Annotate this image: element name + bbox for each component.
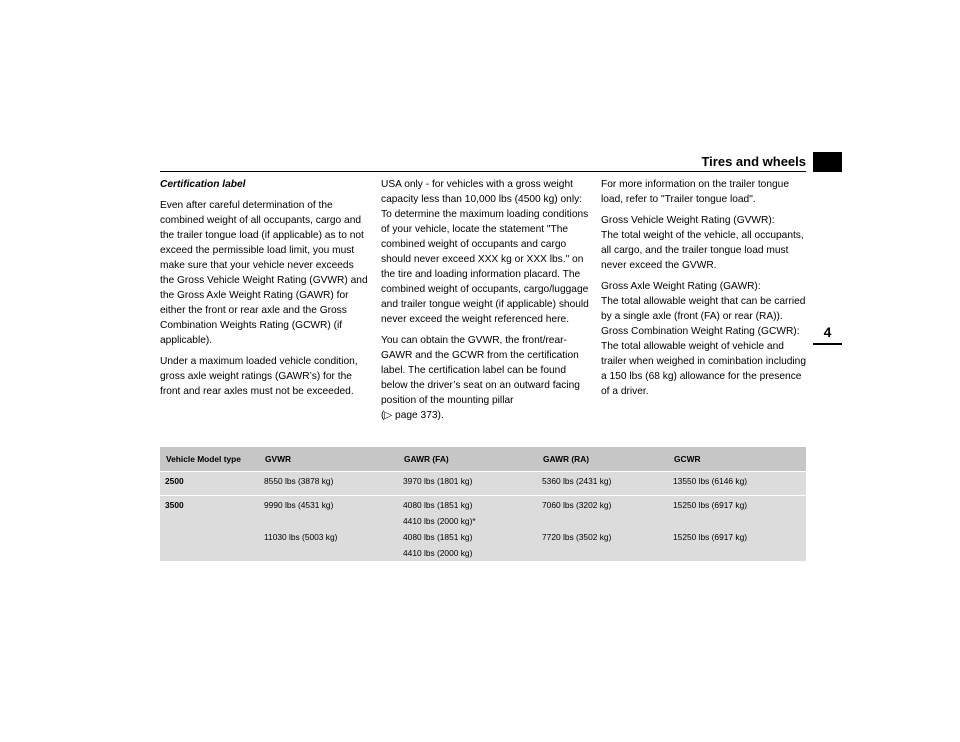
gcwr-definition xyxy=(601,324,811,399)
certification-label-heading: Certification label xyxy=(160,179,246,190)
gvwr-title: Gross Vehicle Weight Rating (GVWR): xyxy=(601,215,775,226)
certification-location-text: You can obtain the GVWR, the front/rear-GAWR and the GCWR from the certification label. The certification label can be found below the driver’s seat on an outward facing position of the mounting pillar xyxy=(381,335,580,406)
gawr-fa-value: 4410 lbs (2000 kg)* xyxy=(403,516,476,526)
gcwr-title: Gross Combination Weight Rating (GCWR): xyxy=(601,326,800,337)
gcwr-value: 15250 lbs (6917 kg) xyxy=(673,500,748,510)
gcwr-value: 15250 lbs (6917 kg) xyxy=(673,532,748,542)
column-middle xyxy=(381,177,591,429)
cell-gcwr: 13550 lbs (6146 kg) xyxy=(668,472,806,496)
gvwr-value: 9990 lbs (4531 kg) xyxy=(264,500,334,510)
model-3500: 3500 xyxy=(160,496,259,562)
gvwr-definition xyxy=(601,213,811,273)
gawr-definition xyxy=(601,279,811,324)
gawr-fa-value: 4080 lbs (1851 kg) xyxy=(403,532,473,542)
gvwr-value: 11030 lbs (5003 kg) xyxy=(264,532,338,542)
column-right xyxy=(601,177,811,405)
table-header-row xyxy=(160,447,806,472)
table-row xyxy=(160,472,806,496)
section-title: Tires and wheels xyxy=(701,154,806,169)
header-gawr-fa: GAWR (FA) xyxy=(398,447,537,472)
page-reference-link[interactable]: (▷ page 373). xyxy=(381,410,444,421)
gcwr-text: The total allowable weight of vehicle and trailer when weighed in cominbation including a 150 lbs (68 kg) allowance for the presence of a driver. xyxy=(601,341,807,397)
gawr-fa-value: 4410 lbs (2000 kg) xyxy=(403,548,473,558)
section-tab-marker xyxy=(813,152,842,172)
certification-location-paragraph xyxy=(381,333,591,423)
gawr-text: The total allowable weight that can be carried by a single axle (front (FA) or rear (RA)). xyxy=(601,296,806,322)
header-model-type: Vehicle Model type xyxy=(160,447,259,472)
loading-conditions-paragraph: To determine the maximum loading conditions of your vehicle, locate the statement "The combined weight of occupants and cargo should never exceed XXX kg or XXX lbs." on the tire and loading information placard. The combined weight of occupants, cargo/luggage and trailer tongue weight (if applicable) should never exceed the weight referenced here. xyxy=(381,209,589,325)
header-divider xyxy=(160,171,806,172)
cell-gvwr: 8550 lbs (3878 kg) xyxy=(259,472,398,496)
header-gawr-ra: GAWR (RA) xyxy=(537,447,668,472)
cell-gawr-fa xyxy=(398,496,537,562)
chapter-divider xyxy=(813,343,842,345)
header-gvwr: GVWR xyxy=(259,447,398,472)
gawr-title: Gross Axle Weight Rating (GAWR): xyxy=(601,281,761,292)
cell-gawr-fa: 3970 lbs (1801 kg) xyxy=(398,472,537,496)
gvwr-text: The total weight of the vehicle, all occupants, all cargo, and the trailer tongue load must never exceed the GVWR. xyxy=(601,230,804,271)
column-left xyxy=(160,177,370,405)
cell-gcwr xyxy=(668,496,806,562)
chapter-number: 4 xyxy=(823,324,832,340)
table-row xyxy=(160,496,806,562)
usa-only-paragraph: USA only - for vehicles with a gross weight capacity less than 10,000 lbs (4500 kg) only: xyxy=(381,179,583,205)
axle-ratings-paragraph: Under a maximum loaded vehicle condition, gross axle weight ratings (GAWR’s) for the front and rear axles must not be exceeded. xyxy=(160,356,358,397)
gawr-fa-value: 4080 lbs (1851 kg) xyxy=(403,500,473,510)
cell-gawr-ra: 5360 lbs (2431 kg) xyxy=(537,472,668,496)
gawr-ra-value: 7720 lbs (3502 kg) xyxy=(542,532,612,542)
cell-gvwr xyxy=(259,496,398,562)
weight-ratings-table xyxy=(160,447,806,562)
weight-limits-paragraph: Even after careful determination of the combined weight of all occupants, cargo and the trailer tongue load (if applicable) as to not exceed the permissible load limit, you must make sure that your vehicle never exceeds the Gross Vehicle Weight Rating (GVWR) and the Gross Axle Weight Rating (GAWR) for either the front or rear axle and the Gross Combination Weights Rating (GCWR) (if applicable). xyxy=(160,200,368,346)
gawr-ra-value: 7060 lbs (3202 kg) xyxy=(542,500,612,510)
header-gcwr: GCWR xyxy=(668,447,806,472)
cell-gawr-ra xyxy=(537,496,668,562)
trailer-tongue-paragraph: For more information on the trailer tongue load, refer to "Trailer tongue load". xyxy=(601,179,789,205)
model-2500: 2500 xyxy=(160,472,259,496)
